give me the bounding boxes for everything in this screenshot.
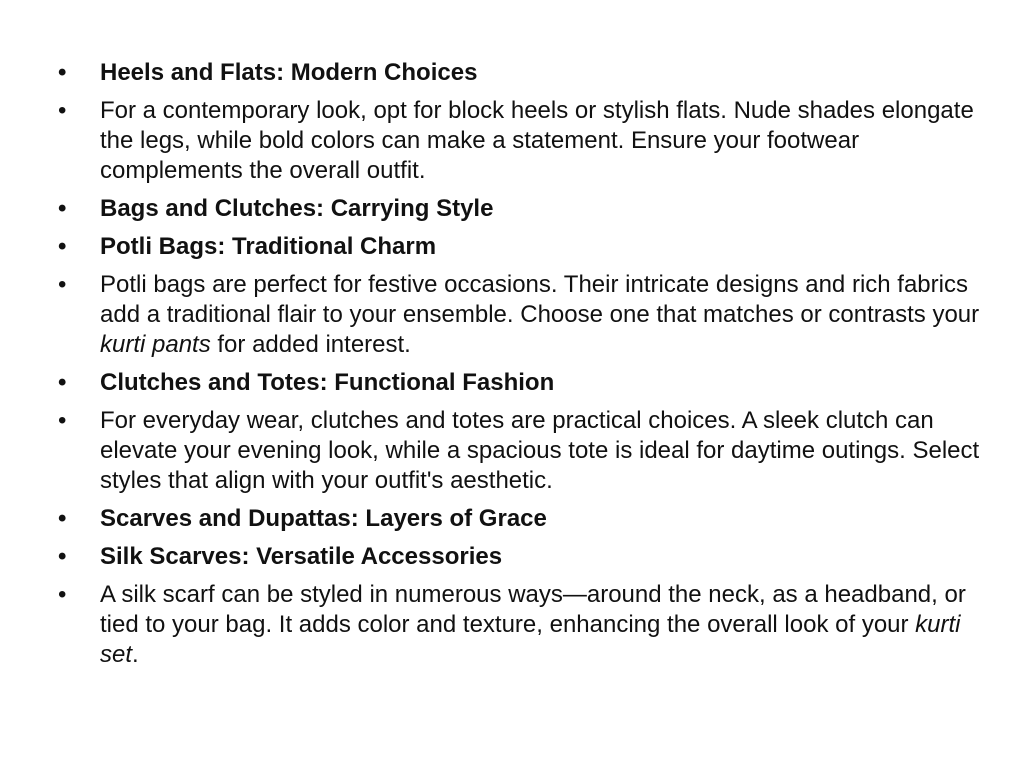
bullet-text: Potli Bags: Traditional Charm [100, 233, 437, 260]
bullet-heading-silk-scarves [52, 542, 982, 572]
bullet-text-emphasis: kurti pants [100, 331, 211, 358]
bullet-text-before: Potli bags are perfect for festive occasions. Their intricate designs and rich fabrics add a traditional flair to your ensemble. Choose one that matches or contrasts your [100, 271, 980, 328]
bullet-text: Scarves and Dupattas: Layers of Grace [100, 505, 547, 532]
bullet-list [52, 58, 982, 670]
bullet-heading-clutches-totes [52, 368, 982, 398]
bullet-body-potli-bags [52, 270, 982, 360]
bullet-text: Heels and Flats: Modern Choices [100, 59, 478, 86]
bullet-heading-potli-bags [52, 232, 982, 262]
bullet-heading-heels-flats [52, 58, 982, 88]
bullet-icon: • [58, 505, 67, 532]
bullet-text: Silk Scarves: Versatile Accessories [100, 543, 503, 570]
bullet-icon: • [58, 407, 67, 434]
bullet-text: For everyday wear, clutches and totes are practical choices. A sleek clutch can elevate your evening look, while a spacious tote is ideal for daytime outings. Select styles that align with your outfit's aesthetic. [100, 407, 980, 494]
bullet-icon: • [58, 369, 67, 396]
bullet-text: Clutches and Totes: Functional Fashion [100, 369, 555, 396]
bullet-icon: • [58, 233, 67, 260]
bullet-icon: • [58, 97, 67, 124]
bullet-body-heels-flats [52, 96, 982, 186]
bullet-text: For a contemporary look, opt for block heels or stylish flats. Nude shades elongate the legs, while bold colors can make a statement. Ensure your footwear complements the overall outfit. [100, 97, 974, 184]
bullet-text-emphasis: kurti set [100, 611, 961, 668]
bullet-text-after: . [132, 641, 139, 668]
bullet-icon: • [58, 543, 67, 570]
bullet-icon: • [58, 195, 67, 222]
bullet-body-silk-scarves [52, 580, 982, 670]
bullet-icon: • [58, 271, 67, 298]
bullet-heading-scarves-dupattas [52, 504, 982, 534]
bullet-body-clutches-totes [52, 406, 982, 496]
bullet-icon: • [58, 59, 67, 86]
bullet-text-after: for added interest. [210, 331, 411, 358]
bullet-icon: • [58, 581, 67, 608]
bullet-text: Bags and Clutches: Carrying Style [100, 195, 494, 222]
bullet-text-before: A silk scarf can be styled in numerous ways—around the neck, as a headband, or tied to your bag. It adds color and texture, enhancing the overall look of your [100, 581, 966, 638]
slide-content [52, 58, 982, 678]
bullet-heading-bags-clutches [52, 194, 982, 224]
